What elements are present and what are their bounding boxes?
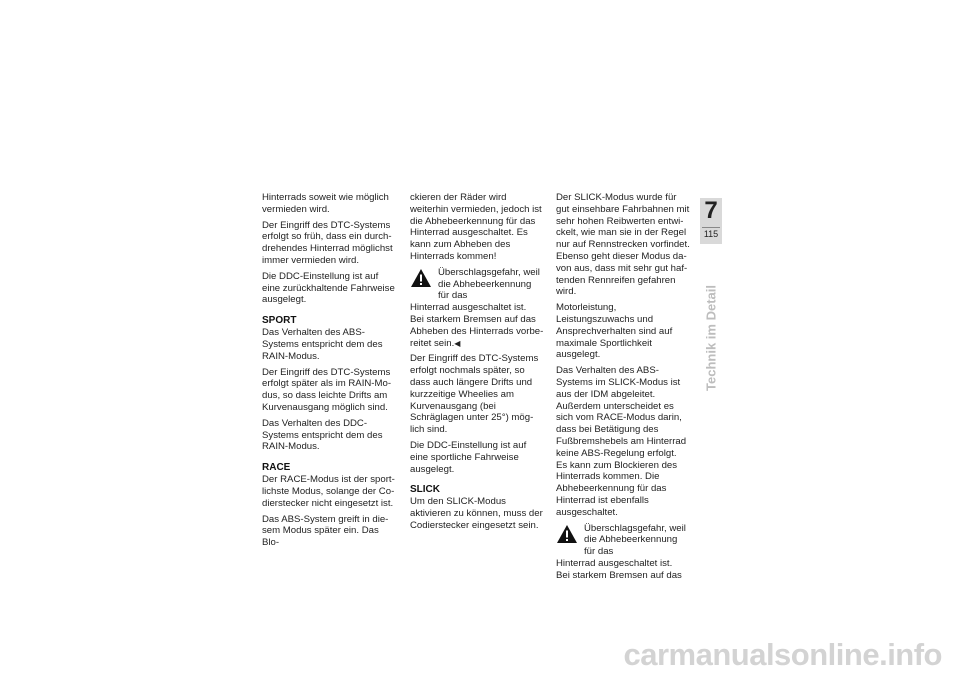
heading-sport: SPORT <box>262 315 297 327</box>
paragraph: Die DDC-Einstellung ist auf eine sportliche Fahrweise ausgelegt. <box>410 439 527 475</box>
paragraph: Motorleistung, Leistungszuwachs und Ansprechverhalten sind auf maximale Sportlichkeit ausgelegt. <box>556 302 673 361</box>
paragraph: Das ABS-System greift in diesem Modus später ein. Das Blo- <box>262 513 389 549</box>
paragraph: Der Eingriff des DTC-Systems erfolgt nochmals später, so dass auch längere Drifts und kurzzeitige Wheelies am Kurvenausgang (bei Schräglagen unter 25°) möglich sind. <box>410 353 539 436</box>
warning-text: Überschlagsgefahr, weil die Abhebeerkennung für das <box>584 522 686 558</box>
chapter-divider <box>702 227 720 228</box>
end-mark-icon: ◀ <box>454 338 461 348</box>
paragraph: Der Eingriff des DTC-Systems erfolgt so früh, dass ein durchdrehendes Hinterrad möglichst immer vermieden wird. <box>262 219 393 266</box>
text-column-1 <box>262 192 396 553</box>
paragraph: Das Verhalten des DDC-Systems entspricht dem des RAIN-Modus. <box>262 417 383 453</box>
paragraph: Der RACE-Modus ist der sportlichste Modus, solange der Codierstecker nicht eingesetzt ist. <box>262 474 395 509</box>
heading-race: RACE <box>262 462 291 474</box>
warning-text: Bei starkem Bremsen auf das <box>556 569 682 581</box>
paragraph: Der Eingriff des DTC-Systems erfolgt später als im RAIN-Modus, so dass leichte Drifts am Kurvenausgang möglich sind. <box>262 366 392 413</box>
paragraph: Der SLICK-Modus wurde für gut einsehbare Fahrbahnen mit sehr hohen Reibwerten entwickelt, wie man sie in der Regel nur auf Rennstrecken vorfindet. Ebenso geht dieser Modus davon aus, dass mit sehr gut haftenden Rennreifen gefahren wird. <box>556 192 690 298</box>
chapter-number: 7 <box>704 197 718 224</box>
paragraph: Um den SLICK-Modus aktivieren zu können, muss der Codierstecker eingesetzt sein. <box>410 496 543 531</box>
text-column-3 <box>556 192 690 586</box>
paragraph: Die DDC-Einstellung ist auf eine zurückhaltende Fahrweise ausgelegt. <box>262 270 395 306</box>
paragraph: Hinterrads soweit wie möglich vermieden wird. <box>262 192 389 215</box>
page-number: 115 <box>703 229 719 239</box>
watermark: carmanualsonline.info <box>623 637 942 672</box>
warning-text: Hinterrad ausgeschaltet ist. <box>410 302 527 314</box>
warning-triangle-icon <box>556 524 578 544</box>
text-column-2 <box>410 192 544 536</box>
chapter-title <box>704 258 718 418</box>
paragraph: Das Verhalten des ABS-Systems entspricht dem des RAIN-Modus. <box>262 327 383 362</box>
warning-text: Hinterrad ausgeschaltet ist. <box>556 557 673 569</box>
warning-text: Überschlagsgefahr, weil die Abhebeerkennung für das <box>438 266 540 302</box>
heading-slick: SLICK <box>410 484 440 496</box>
chapter-title-text: Technik im Detail <box>703 285 719 391</box>
warning-block <box>410 267 544 350</box>
warning-text: Bei starkem Bremsen auf das Abheben des Hinterrads vorbereitet sein.◀ <box>410 313 544 349</box>
paragraph: Das Verhalten des ABS-Systems im SLICK-Modus ist aus der IDM abgeleitet. Außerdem unterscheidet es sich vom RACE-Modus darin, dass bei Betätigung des Fußbremshebels am Hinterrad keine ABS-Regelung erfolgt. Es kann zum Blockieren des Hinterrads kommen. Die Abhebeerkennung für das Hinterrad ist ebenfalls ausgeschaltet. <box>556 365 687 518</box>
paragraph: ckieren der Räder wird weiterhin vermieden, jedoch ist die Abhebeerkennung für das Hinterrad ausgeschaltet. Es kann zum Abheben des Hinterrads kommen! <box>410 192 542 262</box>
warning-triangle-icon <box>410 268 432 288</box>
warning-block <box>556 523 690 582</box>
